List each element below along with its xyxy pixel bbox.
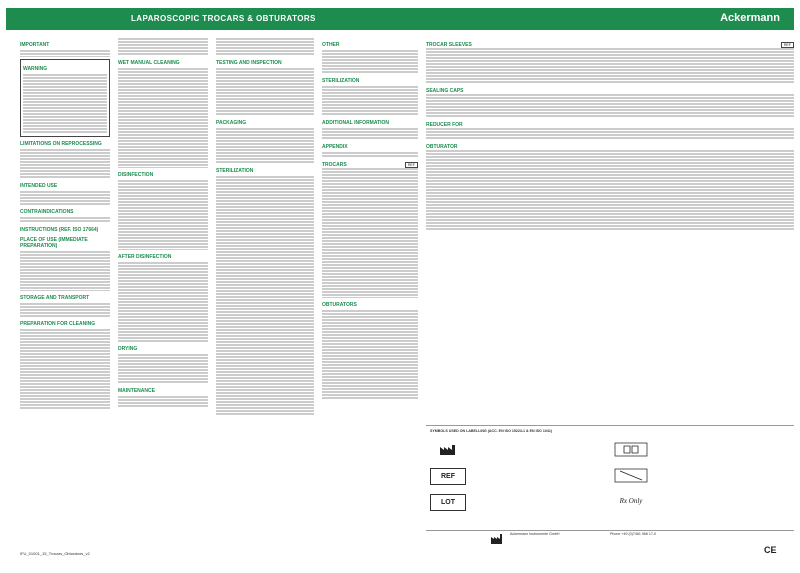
column-4	[322, 38, 418, 400]
section-heading-drying: DRYING	[118, 346, 138, 352]
section-heading-place-of-use: PLACE OF USE (IMMEDIATE PREPARATION)	[20, 237, 88, 249]
book-icon	[614, 442, 648, 457]
document-code: IFU_01001_15_Trocars_Obturators_v2	[20, 551, 90, 556]
obturator-header	[426, 144, 794, 150]
section-heading-sterilization: STERILIZATION	[216, 168, 254, 174]
section-heading-limitations: LIMITATIONS ON REPROCESSING	[20, 141, 102, 147]
section-heading-additional: ADDITIONAL INFORMATION	[322, 120, 390, 126]
section-heading-testing: TESTING AND INSPECTION	[216, 60, 282, 66]
company-phone: Phone +49 (0)7461 966 17-0	[610, 532, 657, 536]
ref-chip: REF	[405, 162, 418, 168]
section-heading-instructions: INSTRUCTIONS (REF. ISO 17664)	[20, 227, 99, 233]
column-3	[216, 38, 314, 416]
table-title-sleeves: TROCAR SLEEVES	[426, 42, 472, 48]
section-heading-contraindications: CONTRAINDICATIONS	[20, 209, 74, 215]
section-heading-packaging: PACKAGING	[216, 120, 247, 126]
column-5	[426, 38, 794, 230]
rx-only-symbol: Rx Only	[619, 497, 643, 505]
section-heading-after-disinfection: AFTER DISINFECTION	[118, 254, 172, 260]
trocars-table-header	[322, 162, 418, 168]
warning-box	[20, 59, 110, 137]
ref-chip-sleeves: REF	[781, 42, 794, 48]
section-heading-preparation: PREPARATION FOR CLEANING	[20, 321, 96, 327]
lot-symbol-box: LOT	[430, 494, 466, 511]
section-heading-wet-cleaning: WET MANUAL CLEANING	[118, 60, 180, 66]
ref-symbol-box: REF	[430, 468, 466, 485]
section-heading-important: IMPORTANT	[20, 42, 50, 48]
symbols-panel	[426, 425, 794, 531]
section-heading-warning: WARNING	[23, 66, 48, 72]
table-title-obturators: OBTURATORS	[322, 302, 357, 308]
table-title-trocars: TROCARS	[322, 162, 347, 168]
column-1	[20, 38, 110, 409]
non-sterile-icon	[614, 468, 648, 483]
section-heading-disinfection: DISINFECTION	[118, 172, 154, 178]
table-title-obturator: OBTURATOR	[426, 144, 458, 150]
reducer-header	[426, 122, 794, 128]
column-2	[118, 38, 208, 408]
section-heading-storage: STORAGE AND TRANSPORT	[20, 295, 90, 301]
sealing-caps-header	[426, 88, 794, 94]
section-heading-appendix: APPENDIX	[322, 144, 348, 150]
section-heading-maintenance: MAINTENANCE	[118, 388, 155, 394]
factory-icon	[430, 442, 464, 457]
table-title-reducer: REDUCER FOR	[426, 122, 463, 128]
section-heading-intended-use: INTENDED USE	[20, 183, 58, 189]
header-bar	[6, 8, 794, 30]
trocar-sleeves-header	[426, 42, 794, 48]
section-heading-other: OTHER	[322, 42, 340, 48]
document-title: LAPAROSCOPIC TROCARS & OBTURATORS	[131, 14, 316, 23]
symbols-title: SYMBOLS USED ON LABELLING (ACC. EN ISO 15223-1 & EN ISO 1041)	[430, 429, 553, 433]
factory-icon	[490, 533, 504, 545]
table-title-sealing-caps: SEALING CAPS	[426, 88, 464, 94]
ce-mark: CE	[764, 545, 777, 555]
section-heading-sterilization-4: STERILIZATION	[322, 78, 360, 84]
brand-logo: Ackermann	[720, 12, 780, 24]
company-name: Ackermann Instrumente GmbH	[510, 532, 560, 536]
